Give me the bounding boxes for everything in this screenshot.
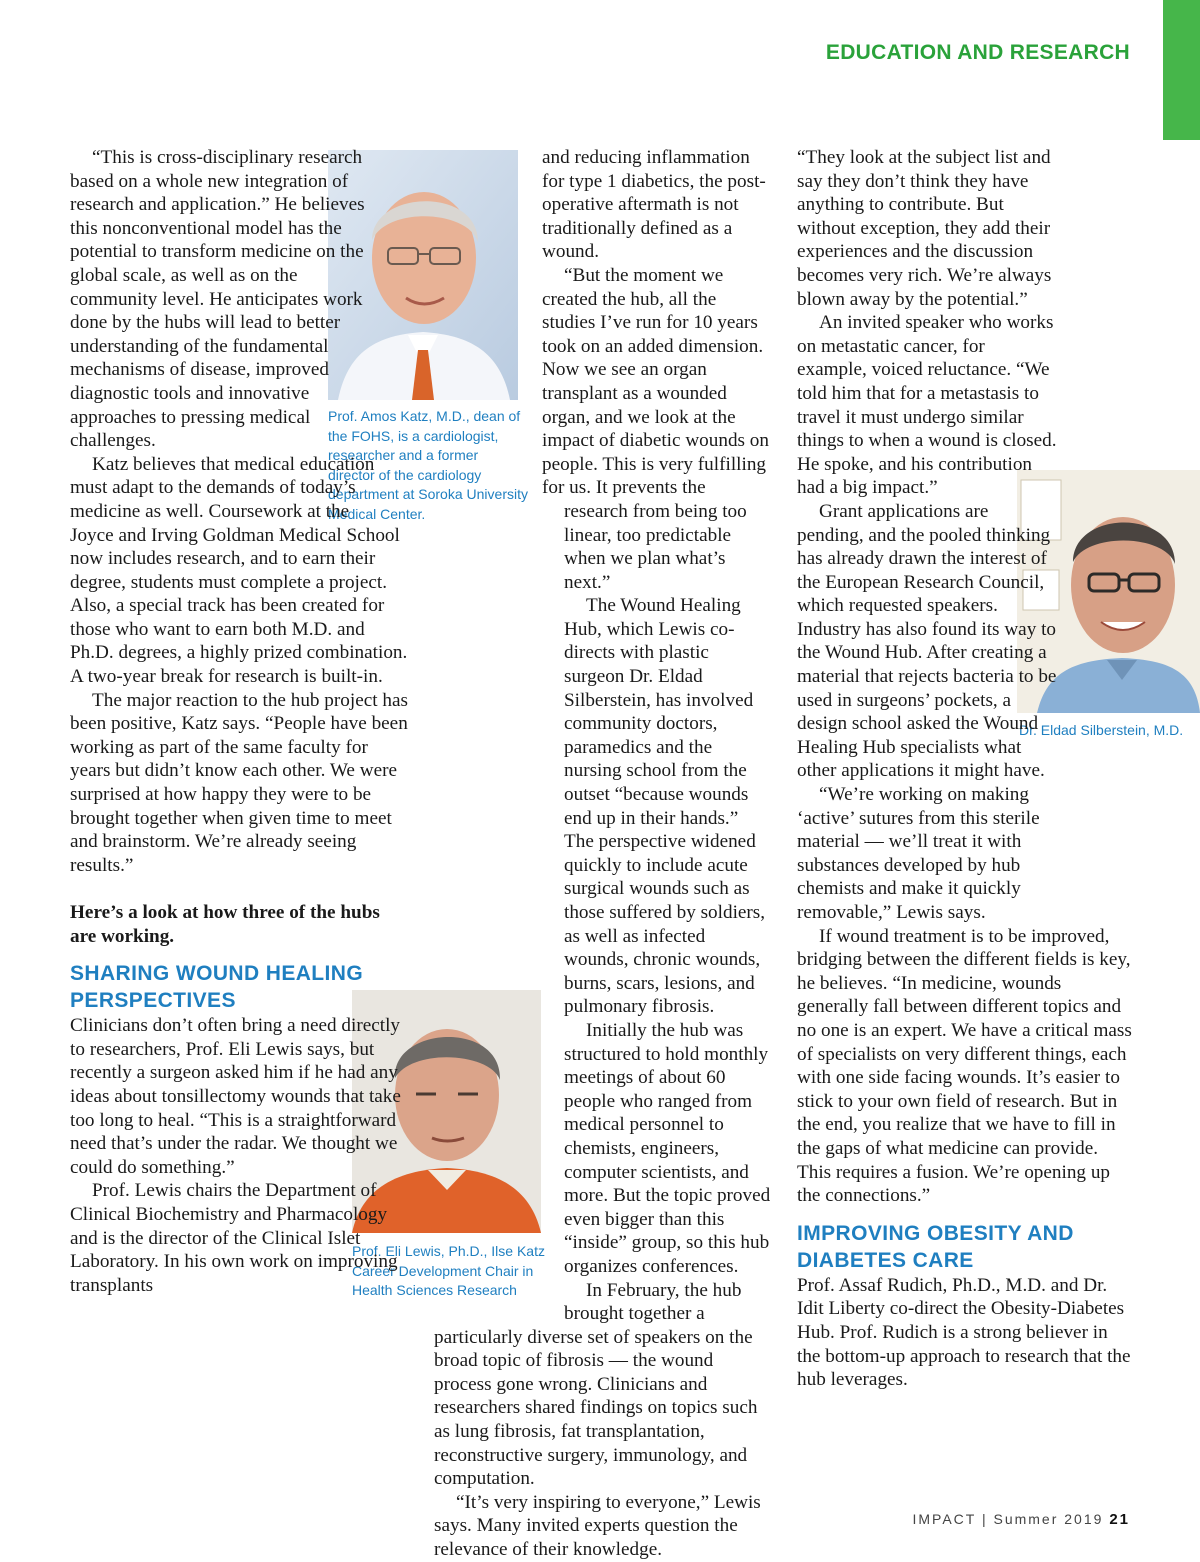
paragraph: Grant applications are pending, and the pooled thinking has already drawn the interest of the European Research Council, which requested speakers. Industry has also found its way to the Wound Hub. After creating a material that rejects bacteria to be used in surgeons’ pockets, a design school asked the Wound Healing Hub specialists what other applications it might have. (797, 500, 1057, 782)
section-color-tab (1163, 0, 1200, 140)
paragraph: and reducing inflammation for type 1 diabetics, the post-operative aftermath is not traditionally defined as a wound. (542, 147, 766, 263)
paragraph: “But the moment we created the hub, all the studies I’ve run for 10 years took on an added dimension. Now we see an organ transplant as a wounded organ, and we look at the impact of diabetic wounds on people. This is very fulfilling for us. It prevents the research from being too linear, too predictable when we plan what’s next.” (542, 264, 769, 593)
paragraph: An invited speaker who works on metastatic cancer, for example, voiced reluctance. “We told him that for a metastasis to travel it must undergo similar things to when a wound is closed. He spoke, and his contribution had a big impact.” (797, 312, 1057, 499)
section-intro: Here’s a look at how three of the hubs are working. (70, 902, 380, 947)
paragraph: The major reaction to the hub project has been positive, Katz says. “People have been working as part of the same faculty for years but didn’t know each other. We were surprised at how happy they were to be brought together when given time to meet and brainstorm. We’re already seeing results.” (70, 689, 408, 876)
column-1 (70, 146, 408, 1297)
section-heading: IMPROVING OBESITY AND DIABETES CARE (797, 1221, 1074, 1272)
paragraph: “This is cross-disciplinary research based on a whole new integration of research and application.” He believes this nonconventional model has the potential to transform medicine on the global scale, as well as on the community level. He anticipates work done by the hubs will lead to better understanding of the fundamental mechanisms of disease, improved diagnostic tools and innovative approaches to pressing medical challenges. (70, 147, 365, 452)
paragraph: Clinicians don’t often bring a need directly to researchers, Prof. Eli Lewis says, but recently a surgeon asked him if he had any ideas about tonsillectomy wounds that take too long to heal. “This is a straightforward need that’s under the radar. We thought we could do something.” (70, 1015, 401, 1178)
paragraph: Prof. Assaf Rudich, Ph.D., M.D. and Dr. Idit Liberty co-direct the Obesity-Diabetes Hub. Prof. Rudich is a strong believer in the bottom-up approach to research that the hub leverages. (797, 1274, 1131, 1391)
paragraph: In February, the hub brought together a particularly diverse set of speakers on the broad topic of fibrosis — the wound process gone wrong. Clinicians and researchers shared findings on topics such as lung fibrosis, fat transplantation, reconstructive surgery, immunology, and computation. (434, 1279, 758, 1490)
paragraph: If wound treatment is to be improved, bridging between the different fields is key, he believes. “In medicine, wounds generally fall between different topics and no one is an expert. We have a critical mass of specialists on very different things, each with one side facing wounds. It’s easier to stick to your own field of research. But in the end, you realize that we have to fill in the gaps of what medicine can provide. This requires a fusion. We’re opening up the connections.” (797, 925, 1132, 1207)
paragraph: The Wound Healing Hub, which Lewis co-directs with plastic surgeon Dr. Eldad Silberstein, has involved community doctors, paramedics and the nursing school from the outset “because wounds end up in their hands.” The perspective widened quickly to include acute surgical wounds such as those suffered by soldiers, as well as infected wounds, chronic wounds, burns, scars, lesions, and pulmonary fibrosis. (564, 595, 766, 1018)
caption-eli-lewis: Prof. Eli Lewis, Ph.D., Ilse Katz Career Development Chair in Health Sciences Research (352, 1243, 545, 1299)
paragraph: “We’re working on making ‘active’ sutures from this sterile material — we’ll treat it with substances developed by hub chemists and make it quickly removable,” Lewis says. (797, 784, 1040, 923)
caption-amos-katz: Prof. Amos Katz, M.D., dean of the FOHS, is a cardiologist, researcher and a former director of the cardiology department at Soroka University Medical Center. (328, 408, 528, 522)
figure-spacer (434, 146, 542, 523)
publication-name: IMPACT | Summer 2019 (912, 1511, 1104, 1527)
paragraph: “It’s very inspiring to everyone,” Lewis says. Many invited experts question the relevance of their knowledge. (434, 1491, 761, 1561)
page-number: 21 (1109, 1511, 1130, 1528)
caption-eldad-silberstein: Dr. Eldad Silberstein, M.D. (1019, 722, 1184, 738)
page-footer (912, 1511, 1130, 1528)
section-label: EDUCATION AND RESEARCH (825, 41, 1130, 64)
column-2 (434, 146, 772, 1562)
paragraph: Prof. Lewis chairs the Department of Clinical Biochemistry and Pharmacology and is the director of the Clinical Islet Laboratory. In his own work on improving transplants (70, 1180, 398, 1296)
paragraph: Initially the hub was structured to hold monthly meetings of about 60 people who ranged from medical personnel to chemists, engineers, computer scientists, and more. But the topic proved even bigger than this “inside” group, so this hub organizes conferences. (564, 1019, 771, 1277)
column-3 (797, 146, 1135, 1392)
paragraph: “They look at the subject list and say they don’t think they have anything to contribute. But without exception, they add their experiences and the discussion becomes very rich. We’re always blown away by the potential.” (797, 147, 1052, 310)
figure-spacer (1057, 462, 1197, 896)
section-heading: SHARING WOUND HEALING PERSPECTIVES (70, 962, 364, 1013)
paragraph: Katz believes that medical education must adapt to the demands of today’s medicine as well. Coursework at the Joyce and Irving Goldman Medical School now includes research, and to earn their degree, students must complete a project. Also, a special track has been created for those who want to earn both M.D. and Ph.D. degrees, a highly prized combination. A two-year break for research is built-in. (70, 453, 408, 688)
figure-spacer (434, 967, 564, 1311)
